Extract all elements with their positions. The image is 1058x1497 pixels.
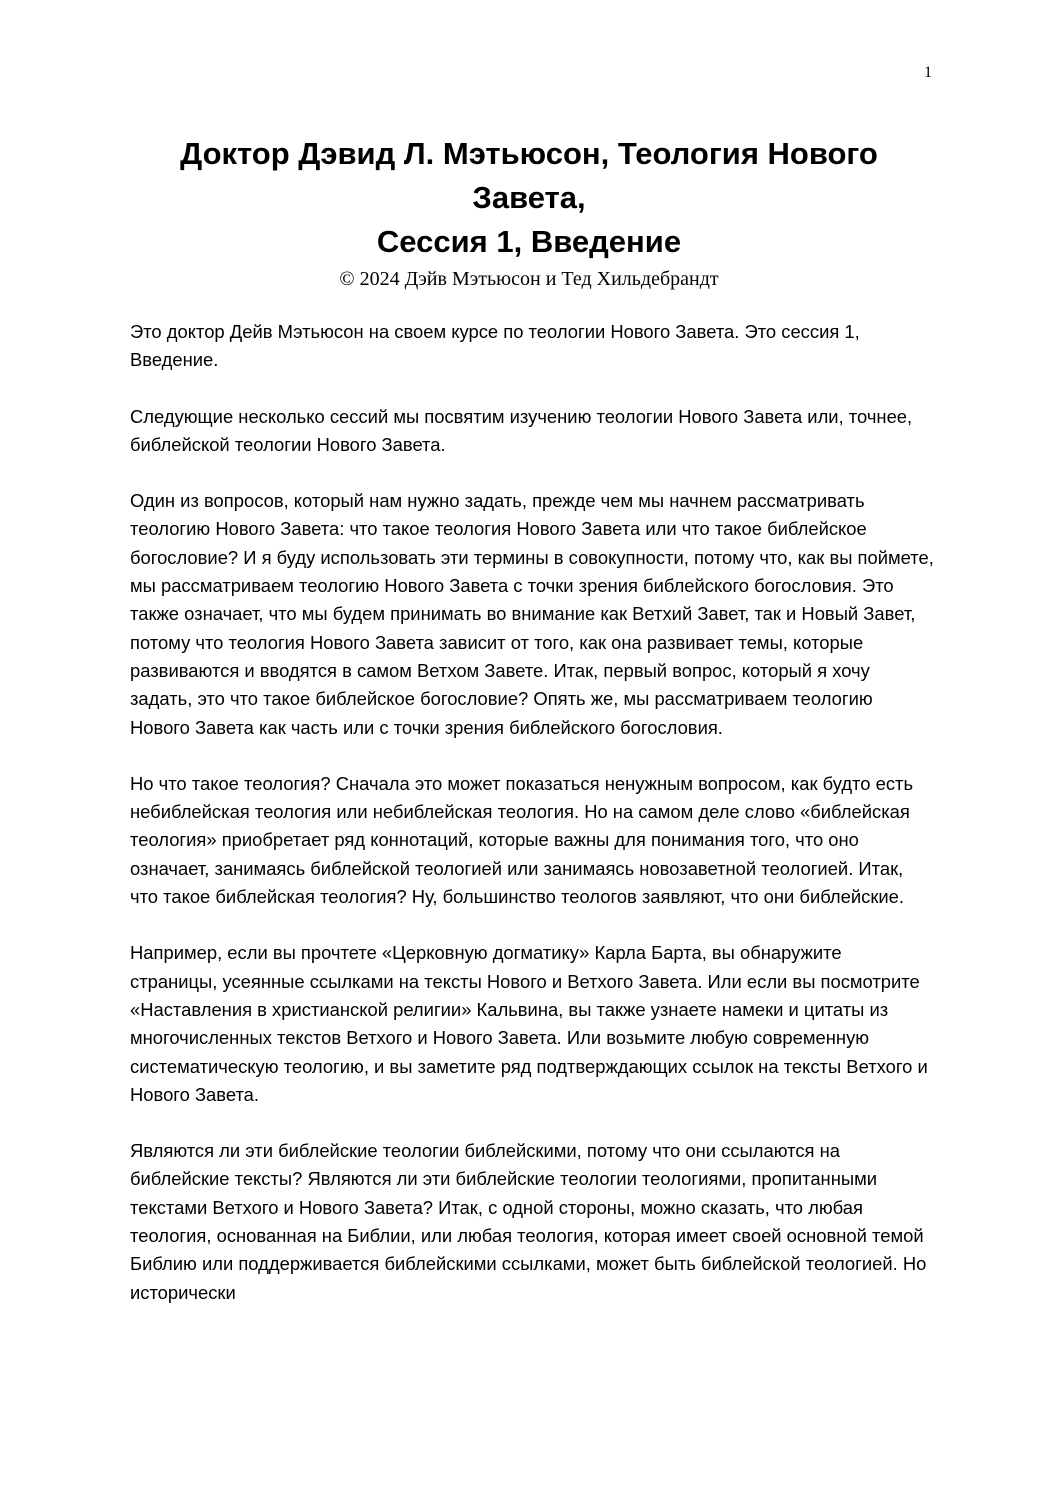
page-number: 1 bbox=[924, 64, 932, 81]
document-title-line-1: Доктор Дэвид Л. Мэтьюсон, Теология Нового bbox=[180, 136, 878, 171]
document-body bbox=[130, 318, 934, 1335]
paragraph: Один из вопросов, который нам нужно задать, прежде чем мы начнем рассматривать теологию Нового Завета: что такое теология Нового Завета или что такое библейское богословие? И я буду использовать эти термины в совокупности, потому что, как вы поймете, мы рассматриваем теологию Нового Завета с точки зрения библейского богословия. Это также означает, что мы будем принимать во внимание как Ветхий Завет, так и Новый Завет, потому что теология Нового Завета зависит от того, как она развивает темы, которые развиваются и вводятся в самом Ветхом Завете. Итак, первый вопрос, который я хочу задать, это что такое библейское богословие? Опять же, мы рассматриваем теологию Нового Завета как часть или с точки зрения библейского богословия. bbox=[130, 490, 934, 738]
paragraph: Например, если вы прочтете «Церковную догматику» Карла Барта, вы обнаружите страницы, усеянные ссылками на тексты Нового и Ветхого Завета. Или если вы посмотрите «Наставления в христианской религии» Кальвина, вы также узнаете намеки и цитаты из многочисленных текстов Ветхого и Нового Завета. Или возьмите любую современную систематическую теологию, и вы заметите ряд подтверждающих ссылок на тексты Ветхого и Нового Завета. bbox=[130, 942, 928, 1105]
paragraph: Но что такое теология? Сначала это может показаться ненужным вопросом, как будто есть небиблейская теология или небиблейская теология. Но на самом деле слово «библейская теология» приобретает ряд коннотаций, которые важны для понимания того, что оно означает, занимаясь библейской теологией или занимаясь новозаветной теологией. Итак, что такое библейская теология? Ну, большинство теологов заявляют, что они библейские. bbox=[130, 772, 914, 908]
document-title-line-2: Завета, bbox=[472, 180, 586, 215]
paragraph: Являются ли эти библейские теологии библейскими, потому что они ссылаются на библейские тексты? Являются ли эти библейские теологии теологиями, пропитанными текстами Ветхого и Нового Завета? Итак, с одной стороны, можно сказать, что любая теология, основанная на Библии, или любая теология, которая имеет своей основной темой Библию или поддерживается библейскими ссылками, может быть библейской теологией. Но исторически bbox=[130, 1140, 927, 1303]
copyright-notice: © 2024 Дэйв Мэтьюсон и Тед Хильдебрандт bbox=[339, 268, 719, 290]
document-title-line-3: Сессия 1, Введение bbox=[376, 224, 682, 259]
document-header bbox=[120, 132, 938, 294]
paragraph: Следующие несколько сессий мы посвятим изучению теологии Нового Завета или, точнее, библейской теологии Нового Завета. bbox=[130, 405, 913, 455]
paragraph: Это доктор Дейв Мэтьюсон на своем курсе по теологии Нового Завета. Это сессия 1, Введение. bbox=[130, 321, 860, 371]
